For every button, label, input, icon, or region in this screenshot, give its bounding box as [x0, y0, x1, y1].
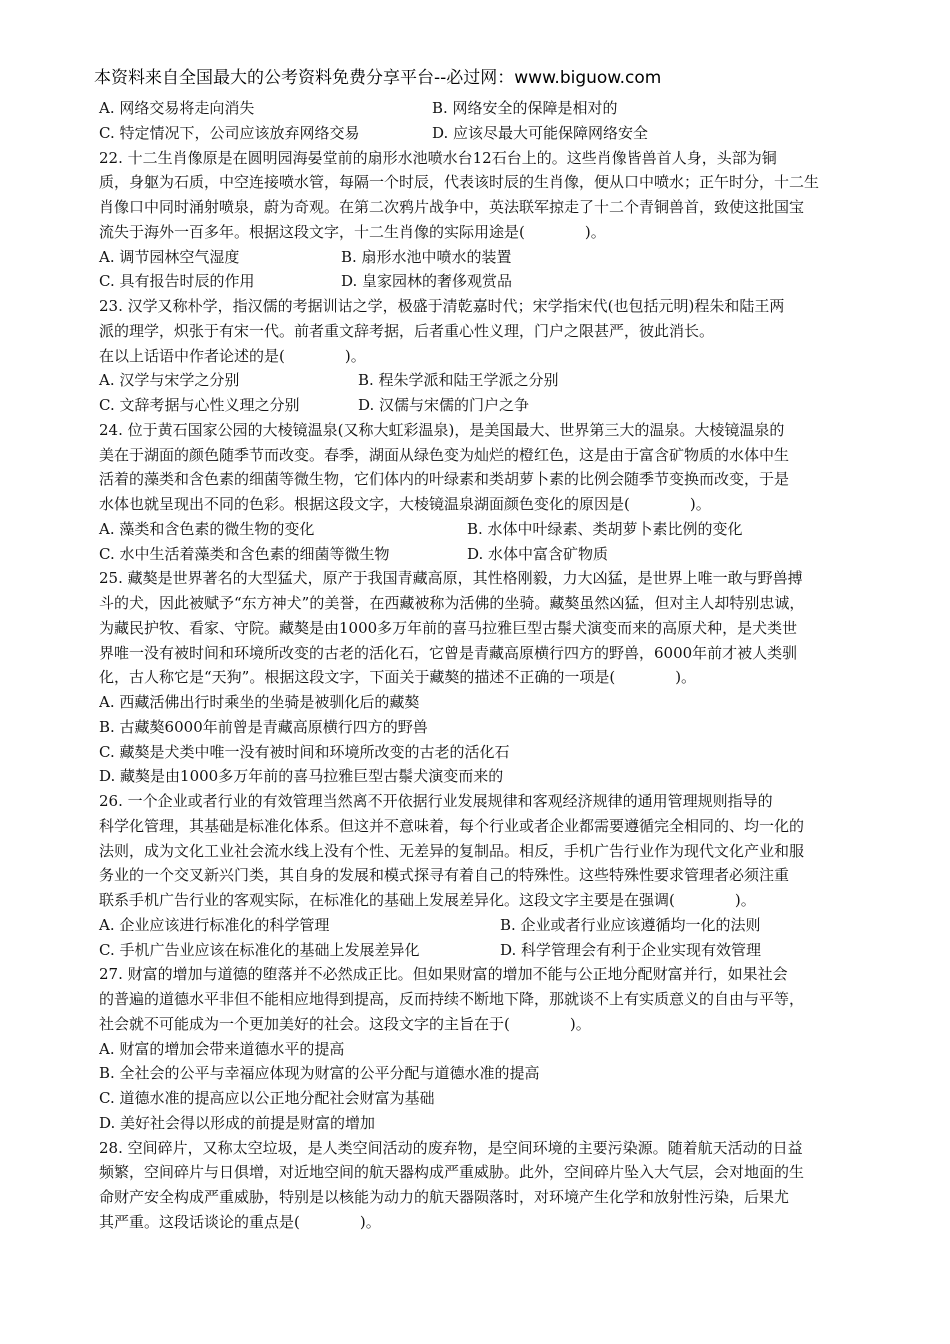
text-line: 为藏民护牧、看家、守院。藏獒是由1000多万年前的喜马拉雅巨型古鬃犬演变而来的高原犬种，是犬类世 [99, 618, 798, 637]
text-line: 质，身躯为石质，中空连接喷水管，每隔一个时辰，代表该时辰的生肖像，便从口中喷水；正午时分，十二生 [99, 173, 820, 192]
option-item: C. 文辞考据与心性义理之分别 [99, 396, 300, 414]
option-row [99, 393, 869, 418]
text-line: A. 西藏活佛出行时乘坐的坐骑是被驯化后的藏獒 [99, 693, 420, 711]
option-item: D. 应该尽最大可能保障网络安全 [432, 123, 649, 142]
text-line: 流失于海外一百多年。根据这段文字，十二生肖像的实际用途是( )。 [99, 222, 606, 241]
text-line: 务业的一个交叉新兴门类，其自身的发展和模式探寻有着自己的特殊性。这些特殊性要求管理者必须注重 [99, 866, 790, 885]
text-line: 法则，成为文化工业社会流水线上没有个性、无差异的复制品。相反，手机广告行业作为现代文化产业和服 [99, 841, 805, 860]
option-item: C. 具有报告时辰的作用 [99, 272, 255, 291]
option-row [99, 938, 869, 963]
text-line: 水体也就呈现出不同的色彩。根据这段文字，大棱镜温泉湖面颜色变化的原因是( )。 [99, 495, 711, 513]
option-item: B. 水体中叶绿素、类胡萝卜素比例的变化 [467, 519, 743, 538]
text-line: 派的理学，炽张于有宋一代。前者重文辞考据，后者重心性义理，门户之限甚严，彼此消长。 [99, 321, 715, 340]
option-row [99, 269, 869, 294]
page-header: 本资料来自全国最大的公考资料免费分享平台--必过网：www.biguow.com [94, 68, 662, 88]
text-line: 美在于湖面的颜色随季节而改变。春季，湖面从绿色变为灿烂的橙红色，这是由于富含矿物质的水体中生 [99, 445, 790, 464]
text-line: 联系手机广告行业的客观实际，在标准化的基础上发展差异化。这段文字主要是在强调( )。 [99, 891, 756, 909]
text-line: 的普遍的道德水平非但不能相应地得到提高，反而持续不断地下降，那就谈不上有实质意义的自由与平等， [99, 990, 805, 1008]
option-item: A. 汉学与宋学之分别 [99, 371, 240, 390]
text-line: 命财产安全构成严重威胁，特别是以核能为动力的航天器陨落时，对环境产生化学和放射性污染，后果尤 [99, 1188, 790, 1206]
option-item: B. 程朱学派和陆王学派之分别 [358, 371, 559, 390]
option-row [99, 517, 869, 542]
text-line: 斗的犬，因此被赋予“东方神犬”的美誉，在西藏被称为活佛的坐骑。藏獒虽然凶猛，但对主人却特别忠诚， [99, 594, 805, 612]
text-line: 频繁，空间碎片与日俱增，对近地空间的航天器构成严重威胁。此外，空间碎片坠入大气层，会对地面的生 [99, 1163, 805, 1182]
option-item: D. 皇家园林的奢侈观赏品 [341, 272, 513, 291]
text-line: A. 财富的增加会带来道德水平的提高 [99, 1039, 345, 1058]
text-line: 27. 财富的增加与道德的堕落并不必然成正比。但如果财富的增加不能与公正地分配财富并行，如果社会 [99, 965, 788, 984]
option-item: B. 网络安全的保障是相对的 [432, 99, 618, 117]
option-item: A. 调节园林空气湿度 [99, 247, 240, 266]
option-item: C. 特定情况下，公司应该放弃网络交易 [99, 123, 360, 142]
text-line: B. 古藏獒6000年前曾是青藏高原横行四方的野兽 [99, 717, 428, 736]
option-item: A. 网络交易将走向消失 [99, 99, 255, 117]
option-item: A. 藻类和含色素的微生物的变化 [99, 519, 315, 538]
option-row [99, 368, 869, 393]
text-line: 活着的藻类和含色素的细菌等微生物，它们体内的叶绿素和类胡萝卜素的比例会随季节变换而改变，于是 [99, 470, 790, 489]
option-row [99, 96, 869, 121]
text-line: D. 美好社会得以形成的前提是财富的增加 [99, 1113, 376, 1132]
text-line: 社会就不可能成为一个更加美好的社会。这段文字的主旨在于( )。 [99, 1014, 591, 1033]
text-line: 肖像口中同时涌射喷泉，蔚为奇观。在第二次鸦片战争中，英法联军掠走了十二个青铜兽首，致使这批国宝 [99, 198, 805, 216]
option-row [99, 542, 869, 567]
option-row [99, 245, 869, 270]
text-line: D. 藏獒是由1000多万年前的喜马拉雅巨型古鬃犬演变而来的 [99, 767, 504, 786]
text-line: 界唯一没有被时间和环境所改变的古老的活化石，它曾是青藏高原横行四方的野兽，6000年前才被人类驯 [99, 643, 798, 662]
option-item: B. 扇形水池中喷水的装置 [341, 247, 512, 266]
option-item: D. 科学管理会有利于企业实现有效管理 [500, 940, 762, 959]
text-line: 28. 空间碎片，又称太空垃圾，是人类空间活动的废弃物，是空间环境的主要污染源。随着航天活动的日益 [99, 1138, 803, 1157]
text-line: B. 全社会的公平与幸福应体现为财富的公平分配与道德水准的提高 [99, 1064, 540, 1083]
option-row [99, 913, 869, 938]
text-line: 22. 十二生肖像原是在圆明园海晏堂前的扇形水池喷水台12石台上的。这些肖像皆兽首人身，头部为铜 [99, 148, 777, 167]
text-line: 26. 一个企业或者行业的有效管理当然离不开依据行业发展规律和客观经济规律的通用管理规则指导的 [99, 792, 773, 810]
text-line: 23. 汉学又称朴学，指汉儒的考据训诂之学，极盛于清乾嘉时代；宋学指宋代(也包括元明)程朱和陆王两 [99, 297, 785, 315]
document-body [99, 96, 869, 1235]
option-item: A. 企业应该进行标准化的科学管理 [99, 915, 330, 934]
option-item: C. 手机广告业应该在标准化的基础上发展差异化 [99, 940, 420, 959]
option-row [99, 121, 869, 146]
text-line: C. 道德水准的提高应以公正地分配社会财富为基础 [99, 1089, 435, 1107]
text-line: 在以上话语中作者论述的是( )。 [99, 346, 366, 365]
text-line: 科学化管理，其基础是标准化体系。但这并不意味着，每个行业或者企业都需要遵循完全相同的、均一化的 [99, 816, 805, 835]
text-line: C. 藏獒是犬类中唯一没有被时间和环境所改变的古老的活化石 [99, 742, 510, 761]
text-line: 化，古人称它是“天狗”。根据这段文字，下面关于藏獒的描述不正确的一项是( )。 [99, 668, 697, 687]
option-item: D. 水体中富含矿物质 [467, 544, 609, 563]
option-item: C. 水中生活着藻类和含色素的细菌等微生物 [99, 544, 390, 563]
option-item: D. 汉儒与宋儒的门户之争 [358, 396, 530, 414]
text-line: 24. 位于黄石国家公园的大棱镜温泉(又称大虹彩温泉)，是美国最大、世界第三大的温泉。大棱镜温泉的 [99, 420, 785, 439]
text-line: 25. 藏獒是世界著名的大型猛犬，原产于我国青藏高原，其性格刚毅，力大凶猛，是世界上唯一敢与野兽搏 [99, 569, 803, 588]
option-item: B. 企业或者行业应该遵循均一化的法则 [500, 915, 761, 934]
text-line: 其严重。这段话谈论的重点是( )。 [99, 1212, 381, 1231]
